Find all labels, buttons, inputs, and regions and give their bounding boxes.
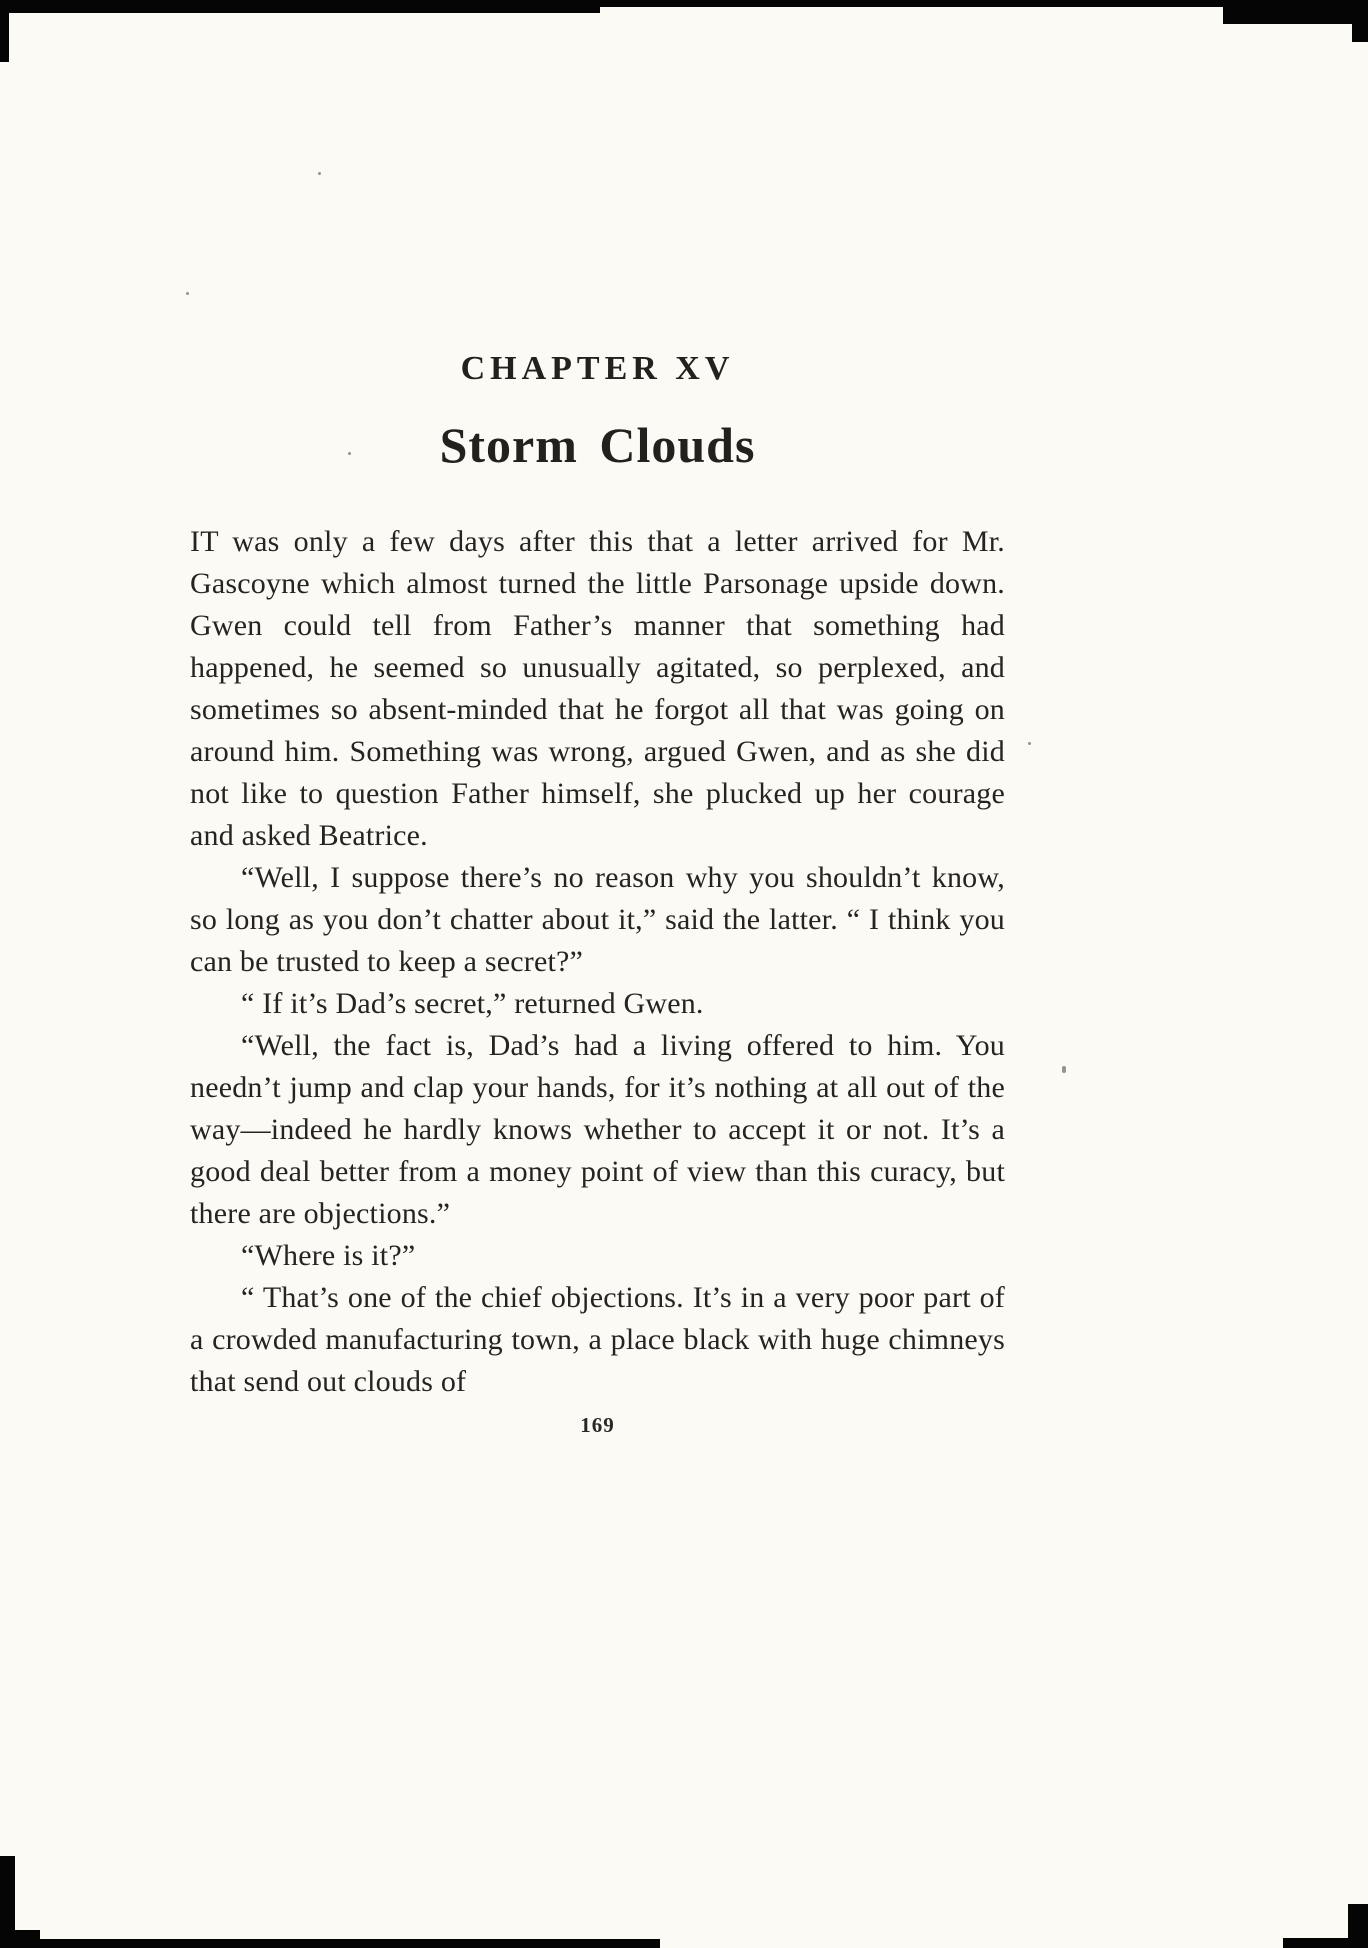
scan-artifact-left-edge-top [0, 0, 9, 62]
paragraph: “ If it’s Dad’s secret,” returned Gwen. [241, 987, 704, 1020]
scan-speck [1062, 1066, 1066, 1073]
scan-speck [186, 292, 189, 295]
paragraph: “ That’s one of the chief objections. It’s in a very poor part of a crowded manufacturing town, a place black with huge chimneys that send out clouds of [190, 1281, 1005, 1398]
scan-artifact-bottom-left-corner [0, 1930, 40, 1948]
scan-speck [318, 172, 321, 175]
paragraph: “Well, I suppose there’s no reason why you shouldn’t know, so long as you don’t chatter about it,” said the latter. “ I think you can be trusted to keep a secret?” [190, 861, 1005, 978]
chapter-heading: CHAPTER XV [460, 350, 735, 387]
paragraph: “Where is it?” [241, 1239, 416, 1272]
scan-speck [1028, 742, 1031, 745]
scan-artifact-bottom-bar [0, 1939, 660, 1948]
paragraph: “Well, the fact is, Dad’s had a living offered to him. You needn’t jump and clap your hands, for it’s nothing at all out of the way—indeed he hardly knows whether to accept it or not. It’s a good deal better from a money point of view than this curacy, but there are objections.” [190, 1029, 1005, 1230]
scan-artifact-top-bar-left [0, 0, 600, 13]
page-number: 169 [580, 1413, 615, 1437]
paragraph: IT was only a few days after this that a letter arrived for Mr. Gascoyne which almost turned the little Parsonage upside down. Gwen could tell from Father’s manner that something had happened, he seemed so unusually agitated, so perplexed, and sometimes so absent-minded that he forgot all that was going on around him. Something was wrong, argued Gwen, and as she did not like to question Father himself, she plucked up her courage and asked Beatrice. [190, 525, 1005, 852]
chapter-title: Storm Clouds [439, 417, 756, 473]
scan-artifact-top-right-corner [1223, 0, 1368, 24]
scan-artifact-right-edge-top [1352, 0, 1368, 42]
scan-artifact-bottom-right-bar [1283, 1938, 1368, 1948]
page-content [190, 352, 1005, 1438]
